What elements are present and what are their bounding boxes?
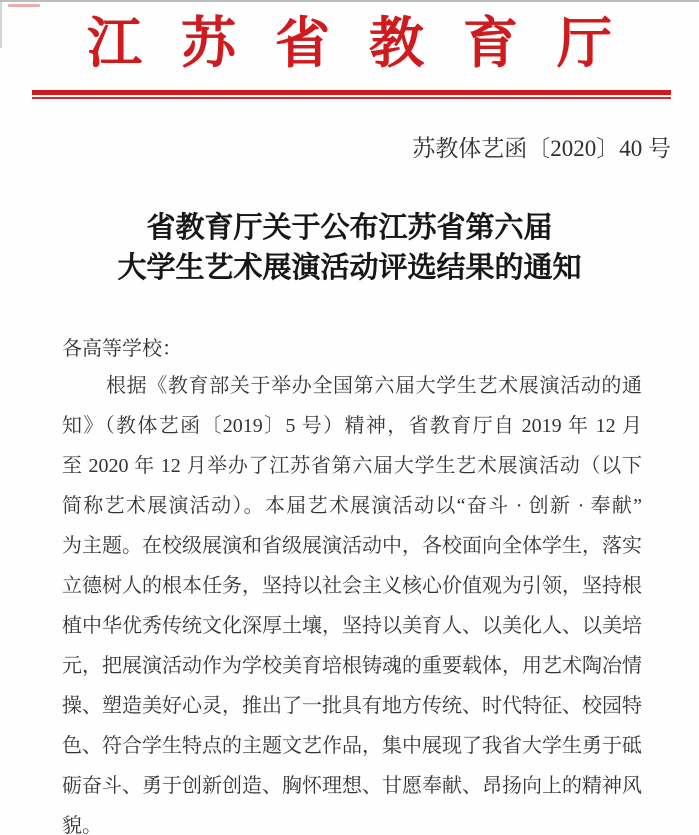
notice-title-line1: 省教育厅关于公布江苏省第六届 xyxy=(146,212,553,244)
body-text-line: 元，把展演活动作为学校美育培根铸魂的重要载体，用艺术陶冶情 xyxy=(62,655,642,677)
scan-edge-artifact xyxy=(0,2,2,48)
body-paragraph xyxy=(0,366,699,835)
body-text-line: 立德树人的根本任务，坚持以社会主义核心价值观为引领，坚持根 xyxy=(62,575,642,597)
separator-thin-line xyxy=(32,97,671,99)
document-reference-number: 苏教体艺函〔2020〕40 号 xyxy=(412,136,671,161)
agency-masthead: 江苏省教育厅 xyxy=(86,13,651,74)
body-text-line: 知》（教体艺函〔2019〕5 号）精神，省教育厅自 2019 年 12 月 xyxy=(62,415,642,437)
body-text-line: 至 2020 年 12 月举办了江苏省第六届大学生艺术展演活动（以下 xyxy=(62,455,642,477)
notice-title xyxy=(0,208,699,288)
scan-red-artifact xyxy=(8,4,40,7)
body-text-line: 操、塑造美好心灵，推出了一批具有地方传统、时代特征、校园特 xyxy=(62,695,642,717)
red-separator-rule xyxy=(32,90,671,99)
body-text-line: 根据《教育部关于举办全国第六届大学生艺术展演活动的通 xyxy=(106,375,642,397)
salutation: 各高等学校： xyxy=(62,338,182,360)
body-text-line: 砺奋斗、勇于创新创造、胸怀理想、甘愿奉献、昂扬向上的精神风 xyxy=(62,775,642,797)
body-text-line: 简称艺术展演活动）。本届艺术展演活动以“奋斗 · 创新 · 奉献” xyxy=(62,495,642,517)
body-text-line: 为主题。在校级展演和省级展演活动中，各校面向全体学生，落实 xyxy=(62,535,642,557)
body-text-line: 植中华优秀传统文化深厚土壤，坚持以美育人、以美化人、以美培 xyxy=(62,615,642,637)
notice-title-line2: 大学生艺术展演活动评选结果的通知 xyxy=(117,252,582,284)
body-text-line: 色、符合学生特点的主题文艺作品，集中展现了我省大学生勇于砥 xyxy=(62,735,642,757)
body-text-line: 貌。 xyxy=(62,815,102,835)
